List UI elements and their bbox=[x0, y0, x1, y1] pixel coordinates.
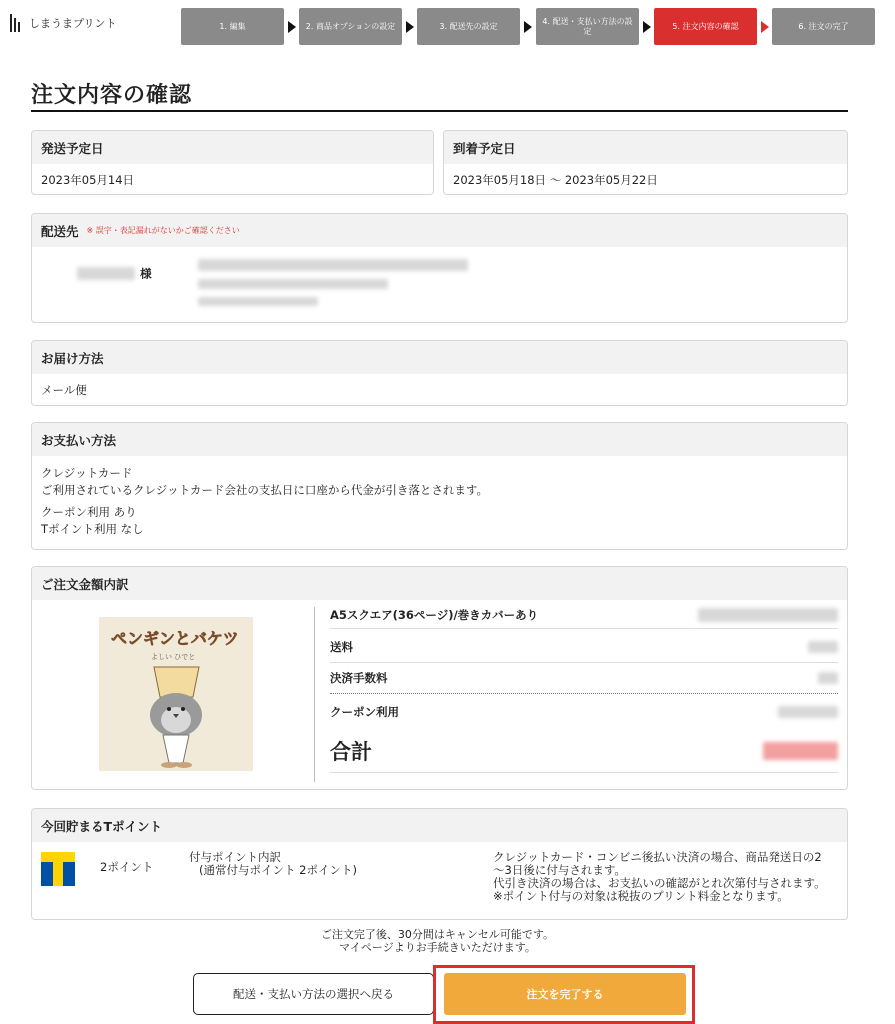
arrival-date-title: 到着予定日 bbox=[444, 131, 847, 164]
recipient-name bbox=[77, 263, 152, 282]
tpoint-note-line: 〜3日後に付与されます。 bbox=[493, 863, 626, 877]
delivery-title: お届け方法 bbox=[32, 341, 847, 374]
title-divider bbox=[31, 110, 848, 112]
delivery-value: メール便 bbox=[41, 383, 87, 397]
arrival-date-panel bbox=[443, 130, 848, 195]
address-warning: ※ 誤字・表記漏れがないかご確認ください bbox=[86, 226, 240, 235]
tpoint-detail-value: (通常付与ポイント 2ポイント) bbox=[199, 863, 357, 877]
total-value-redacted bbox=[763, 742, 838, 760]
price-row-total bbox=[330, 729, 838, 773]
address-header bbox=[32, 214, 847, 247]
complete-order-button[interactable]: 注文を完了する bbox=[444, 973, 686, 1015]
address-title: 配送先 bbox=[41, 223, 79, 239]
price-row-shipping bbox=[330, 631, 838, 663]
step-complete: 6. 注文の完了 bbox=[772, 8, 875, 45]
total-label: 合計 bbox=[330, 739, 372, 764]
ship-date-panel bbox=[31, 130, 434, 195]
tpoint-panel bbox=[31, 808, 848, 920]
honorific: 様 bbox=[140, 266, 152, 281]
order-breakdown-panel bbox=[31, 566, 848, 790]
step-delivery-payment: 4. 配送・支払い方法の設定 bbox=[536, 8, 639, 45]
tpoint-note-line: 代引き決済の場合は、お支払いの確認がとれ次第付与されます。 bbox=[493, 876, 826, 890]
cancel-note-line: マイページよりお手続きいただけます。 bbox=[339, 941, 536, 954]
tpoint-usage: Tポイント利用 なし bbox=[41, 522, 144, 536]
price-value-redacted bbox=[778, 706, 838, 718]
book-cover-thumbnail bbox=[99, 617, 253, 771]
logo[interactable] bbox=[10, 14, 117, 32]
recipient-name-redacted bbox=[77, 267, 135, 280]
penguin-illustration bbox=[99, 617, 253, 771]
payment-panel bbox=[31, 422, 848, 550]
breakdown-divider bbox=[314, 607, 315, 782]
step-arrow-icon bbox=[288, 21, 296, 33]
tpoint-logo-icon bbox=[41, 852, 75, 886]
step-edit: 1. 編集 bbox=[181, 8, 284, 45]
address-redacted bbox=[198, 259, 468, 306]
cancel-note-line: ご注文完了後、30分間はキャンセル可能です。 bbox=[320, 928, 555, 941]
price-value-redacted bbox=[698, 608, 838, 622]
delivery-panel bbox=[31, 340, 848, 406]
step-address: 3. 配送先の設定 bbox=[417, 8, 520, 45]
price-value-redacted bbox=[818, 672, 838, 684]
cover-author: よしい ひでと bbox=[151, 653, 196, 661]
ship-date-title: 発送予定日 bbox=[32, 131, 433, 164]
tpoint-note bbox=[493, 851, 845, 903]
cover-title: ペンギンとバケツ bbox=[111, 629, 239, 648]
cancel-note bbox=[0, 928, 875, 954]
step-arrow-icon bbox=[524, 21, 532, 33]
price-row-label: 決済手数料 bbox=[330, 671, 388, 685]
breakdown-title: ご注文金額内訳 bbox=[32, 567, 847, 600]
coupon-usage: クーポン利用 あり bbox=[41, 505, 137, 519]
header bbox=[0, 0, 895, 52]
tpoint-detail-label: 付与ポイント内訳 bbox=[189, 850, 281, 864]
payment-method: クレジットカード bbox=[41, 466, 133, 480]
tpoint-title: 今回貯まるTポイント bbox=[32, 809, 847, 842]
logo-text: しまうまプリント bbox=[29, 17, 117, 30]
address-panel bbox=[31, 213, 848, 323]
ship-date-value: 2023年05月14日 bbox=[41, 173, 135, 187]
price-row-label: 送料 bbox=[330, 639, 353, 654]
step-arrow-icon bbox=[643, 21, 651, 33]
price-row-fee bbox=[330, 663, 838, 694]
arrival-date-value: 2023年05月18日 〜 2023年05月22日 bbox=[453, 173, 658, 187]
price-value-redacted bbox=[808, 641, 838, 653]
tpoint-amount: 2ポイント bbox=[100, 860, 154, 874]
price-row-coupon bbox=[330, 695, 838, 728]
price-row-label: クーポン利用 bbox=[330, 704, 399, 719]
step-options: 2. 商品オプションの設定 bbox=[299, 8, 402, 45]
logo-icon bbox=[10, 14, 24, 32]
back-to-delivery-payment-button[interactable]: 配送・支払い方法の選択へ戻る bbox=[193, 973, 434, 1015]
page-title: 注文内容の確認 bbox=[31, 83, 193, 108]
step-arrow-icon bbox=[406, 21, 414, 33]
payment-title: お支払い方法 bbox=[32, 423, 847, 456]
step-arrow-icon bbox=[761, 21, 769, 33]
price-row-label: A5スクエア(36ページ)/巻きカバーあり bbox=[330, 607, 539, 622]
payment-description: ご利用されているクレジットカード会社の支払日に口座から代金が引き落とされます。 bbox=[41, 483, 488, 497]
price-row-product bbox=[330, 601, 838, 629]
step-confirm: 5. 注文内容の確認 bbox=[654, 8, 757, 45]
tpoint-note-line: クレジットカード・コンビニ後払い決済の場合、商品発送日の2 bbox=[493, 850, 822, 864]
tpoint-note-line: ※ポイント付与の対象は税抜のプリント料金となります。 bbox=[493, 889, 789, 903]
